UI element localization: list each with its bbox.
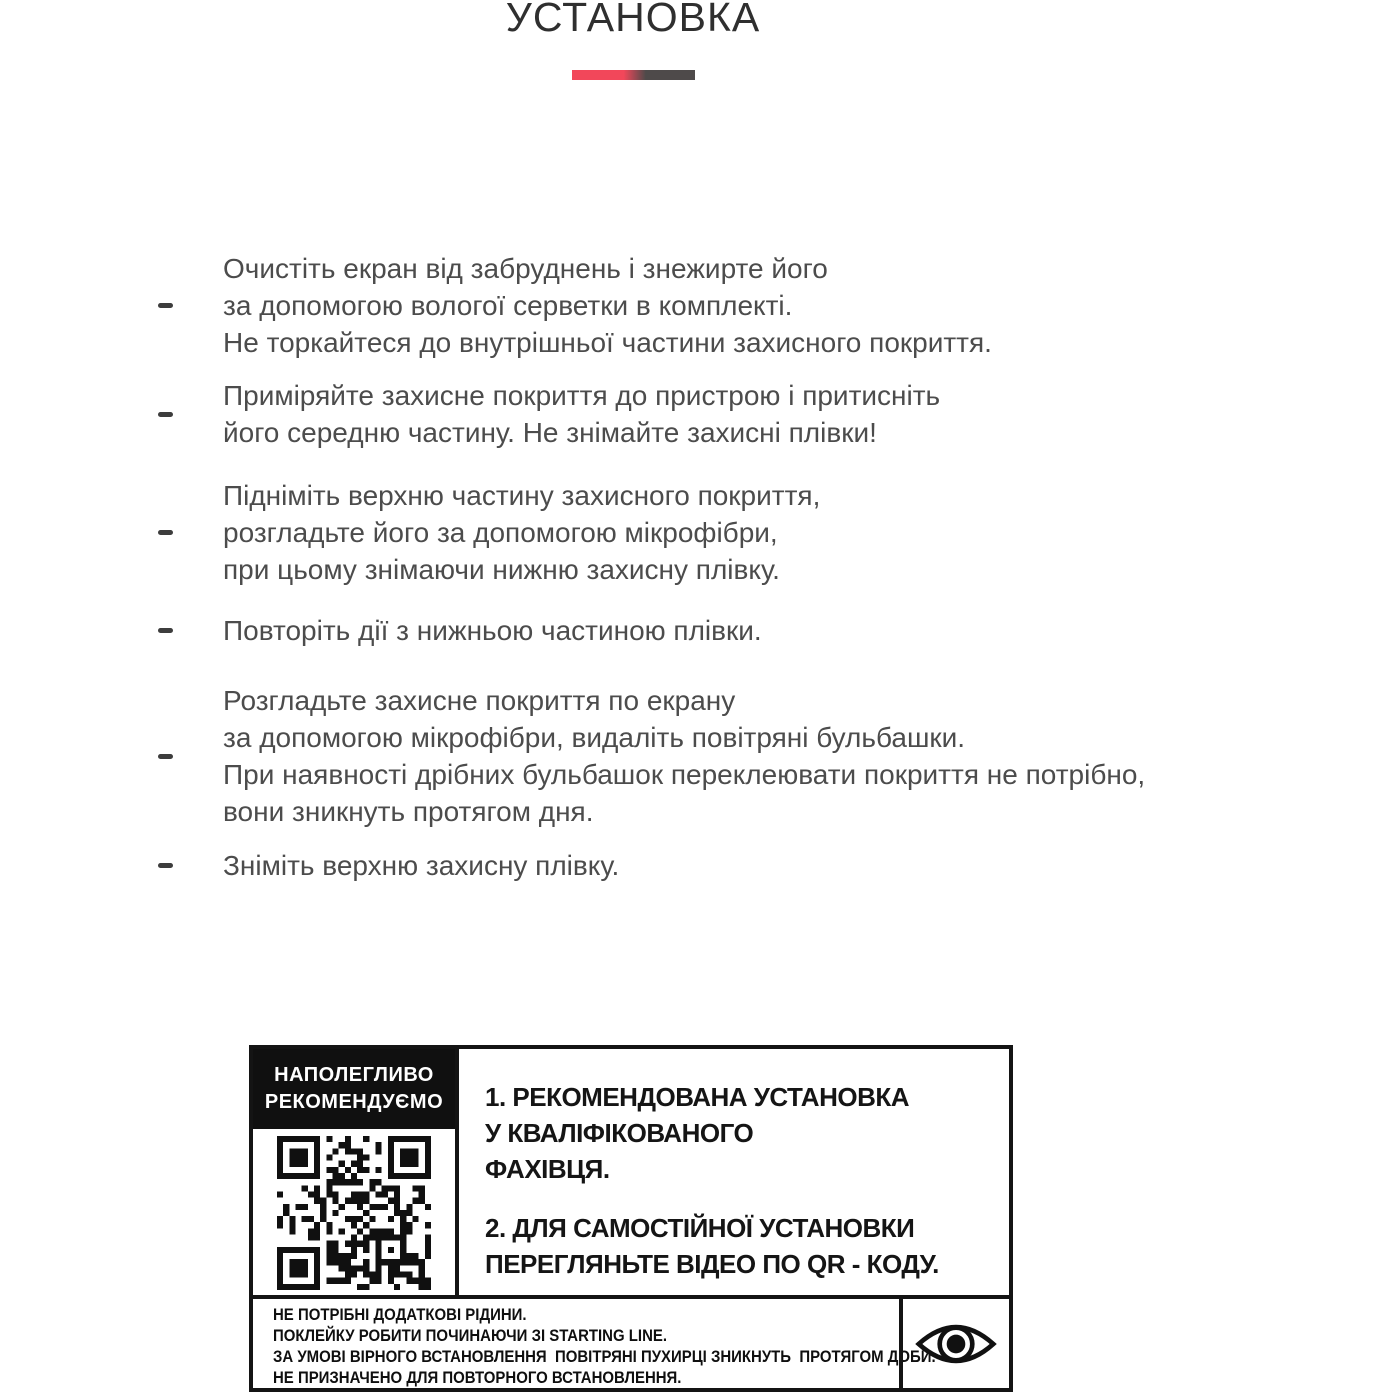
step-line: Не торкайтеся до внутрішньої частини захисного покриття.	[223, 327, 992, 358]
step-line: Підніміть верхню частину захисного покриття,	[223, 480, 821, 511]
title-divider	[572, 70, 695, 80]
page-title: УСТАНОВКА	[505, 0, 761, 40]
recommendation-item-1	[485, 1079, 1009, 1187]
step-line: При наявності дрібних бульбашок переклеювати покриття не потрібно,	[223, 759, 1146, 790]
footer-line: ПОКЛЕЙКУ РОБИТИ ПОЧИНАЮЧИ ЗІ STARTING LINE.	[273, 1326, 668, 1345]
step-line: вони зникнуть протягом дня.	[223, 796, 594, 827]
recommendation-line: ФАХІВЦЯ.	[485, 1154, 610, 1184]
step-line: Приміряйте захисне покриття до пристрою і притисніть	[223, 380, 941, 411]
footer-note	[273, 1304, 936, 1388]
step-line: його середню частину. Не знімайте захисні плівки!	[223, 417, 877, 448]
dash-bullet-icon	[158, 303, 173, 308]
step-line: за допомогою вологої серветки в комплекті.	[223, 290, 793, 321]
recommendation-line: 2. ДЛЯ САМОСТІЙНОЇ УСТАНОВКИ	[485, 1213, 915, 1243]
qr-code-icon	[277, 1136, 431, 1290]
step-line: Повторіть дії з нижньою частиною плівки.	[223, 615, 762, 646]
step-item-6	[158, 847, 619, 884]
eye-cell	[899, 1299, 1009, 1388]
dash-bullet-icon	[158, 754, 173, 759]
recommendation-header-line: НАПОЛЕГЛИВО	[274, 1064, 434, 1086]
step-item-2	[158, 377, 940, 451]
recommendation-header	[253, 1049, 455, 1129]
dash-bullet-icon	[158, 412, 173, 417]
recommendation-header-line: РЕКОМЕНДУЄМО	[264, 1091, 444, 1113]
recommendation-left-cell	[253, 1049, 459, 1295]
step-line: при цьому знімаючи нижню захисну плівку.	[223, 554, 780, 585]
dash-bullet-icon	[158, 628, 173, 633]
step-item-1	[158, 250, 992, 361]
step-line: розгладьте його за допомогою мікрофібри,	[223, 517, 778, 548]
step-line: за допомогою мікрофібри, видаліть повітряні бульбашки.	[223, 722, 966, 753]
recommendation-line: У КВАЛІФІКОВАНОГО	[485, 1118, 754, 1148]
step-item-3	[158, 477, 820, 588]
footer-line: НЕ ПОТРІБНІ ДОДАТКОВІ РІДИНИ.	[273, 1305, 527, 1324]
recommendation-footer	[253, 1295, 1009, 1388]
dash-bullet-icon	[158, 530, 173, 535]
recommendation-item-2	[485, 1210, 1009, 1282]
eye-icon	[915, 1317, 997, 1371]
footer-line: ЗА УМОВІ ВІРНОГО ВСТАНОВЛЕННЯ ПОВІТРЯНІ ПУХИРЦІ ЗНИКНУТЬ ПРОТЯГОМ ДОБИ.	[273, 1347, 936, 1366]
recommendation-line: ПЕРЕГЛЯНЬТЕ ВІДЕО ПО QR - КОДУ.	[485, 1249, 939, 1279]
step-item-5	[158, 682, 1145, 830]
step-item-4	[158, 612, 762, 649]
step-line: Зніміть верхню захисну плівку.	[223, 850, 620, 881]
recommendation-items	[463, 1049, 1009, 1295]
step-line: Розгладьте захисне покриття по екрану	[223, 685, 736, 716]
recommendation-box	[249, 1045, 1013, 1392]
footer-line: НЕ ПРИЗНАЧЕНО ДЛЯ ПОВТОРНОГО ВСТАНОВЛЕННЯ.	[273, 1368, 682, 1387]
dash-bullet-icon	[158, 863, 173, 868]
recommendation-line: 1. РЕКОМЕНДОВАНА УСТАНОВКА	[485, 1082, 909, 1112]
step-line: Очистіть екран від забруднень і знежирте його	[223, 253, 828, 284]
